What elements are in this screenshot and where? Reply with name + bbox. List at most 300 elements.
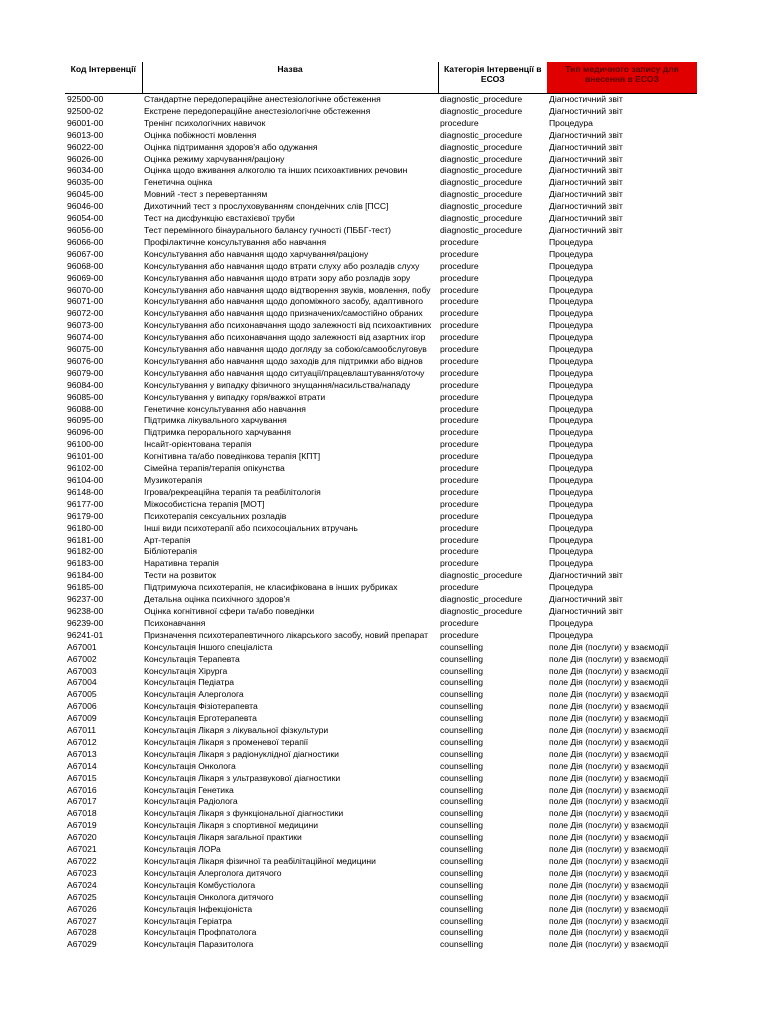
cell-record-type: Процедура bbox=[549, 260, 593, 271]
cell-name: Сімейна терапія/терапія опікунства bbox=[144, 463, 285, 474]
cell-record-type: Процедура bbox=[549, 117, 593, 128]
cell-record-type: Діагностичний звіт bbox=[549, 141, 623, 152]
table-row bbox=[65, 285, 697, 297]
header-record-type-label: Тип медичного запису для внесення в ЕСОЗ bbox=[565, 64, 679, 84]
cell-record-type: Процедура bbox=[549, 296, 593, 307]
cell-record-type: поле Дія (послуги) у взаємодії bbox=[549, 796, 669, 807]
cell-category: diagnostic_procedure bbox=[440, 141, 523, 152]
cell-record-type: поле Дія (послуги) у взаємодії bbox=[549, 665, 669, 676]
cell-category: counselling bbox=[440, 891, 483, 902]
cell-code: 96182-00 bbox=[67, 546, 104, 557]
cell-code: 96013-00 bbox=[67, 129, 104, 140]
cell-record-type: Процедура bbox=[549, 463, 593, 474]
table-row bbox=[65, 392, 697, 404]
cell-name: Бібліотерапія bbox=[144, 546, 197, 557]
table-row bbox=[65, 261, 697, 273]
cell-record-type: Процедура bbox=[549, 284, 593, 295]
cell-record-type: Процедура bbox=[549, 308, 593, 319]
cell-record-type: Діагностичний звіт bbox=[549, 224, 623, 235]
table-row bbox=[65, 344, 697, 356]
header-name-label: Назва bbox=[277, 64, 303, 74]
cell-category: diagnostic_procedure bbox=[440, 605, 523, 616]
cell-name: Психонавчання bbox=[144, 617, 206, 628]
cell-code: A67018 bbox=[67, 808, 97, 819]
cell-record-type: Діагностичний звіт bbox=[549, 605, 623, 616]
cell-code: A67022 bbox=[67, 856, 97, 866]
cell-category: counselling bbox=[440, 748, 483, 759]
cell-record-type: Процедура bbox=[549, 617, 593, 628]
cell-category: procedure bbox=[440, 534, 479, 545]
cell-category: counselling bbox=[440, 713, 483, 724]
cell-code: 96075-00 bbox=[67, 344, 104, 355]
cell-name: Інші види психотерапії або психосоціальних втручань bbox=[144, 522, 358, 533]
cell-code: 96056-00 bbox=[67, 224, 104, 235]
cell-name: Генетичне консультування або навчання bbox=[144, 403, 306, 414]
cell-code: A67029 bbox=[67, 939, 97, 950]
cell-code: 96237-00 bbox=[67, 594, 104, 605]
cell-code: 96071-00 bbox=[67, 296, 104, 307]
cell-code: A67009 bbox=[67, 713, 97, 724]
cell-record-type: поле Дія (послуги) у взаємодії bbox=[549, 736, 669, 747]
table-row bbox=[65, 856, 697, 868]
cell-record-type: поле Дія (послуги) у взаємодії bbox=[549, 689, 669, 700]
cell-category: procedure bbox=[440, 475, 479, 485]
cell-record-type: Процедура bbox=[549, 272, 593, 283]
cell-category: procedure bbox=[440, 498, 479, 509]
cell-code: A67005 bbox=[67, 689, 97, 700]
cell-code: 96180-00 bbox=[67, 522, 104, 533]
table-row bbox=[65, 94, 697, 106]
table-row bbox=[65, 618, 697, 630]
cell-category: counselling bbox=[440, 832, 483, 843]
cell-record-type: Процедура bbox=[549, 248, 593, 259]
table-row bbox=[65, 594, 697, 606]
cell-name: Музикотерапія bbox=[144, 475, 203, 485]
cell-code: A67014 bbox=[67, 760, 97, 771]
cell-record-type: поле Дія (послуги) у взаємодії bbox=[549, 748, 669, 759]
cell-code: A67021 bbox=[67, 844, 97, 855]
cell-name: Призначення психотерапевтичного лікарського засобу, новий препарат bbox=[144, 629, 429, 640]
cell-category: counselling bbox=[440, 844, 483, 855]
cell-record-type: Процедура bbox=[549, 582, 593, 593]
cell-name: Когнітивна та/або поведінкова терапія [КПТ] bbox=[144, 451, 321, 462]
table-row bbox=[65, 582, 697, 594]
cell-category: procedure bbox=[440, 355, 479, 366]
cell-record-type: Процедура bbox=[549, 534, 593, 545]
cell-code: A67020 bbox=[67, 832, 97, 843]
cell-category: procedure bbox=[440, 510, 479, 521]
cell-category: diagnostic_procedure bbox=[440, 201, 523, 212]
cell-record-type: поле Дія (послуги) у взаємодії bbox=[549, 701, 669, 712]
interventions-table bbox=[65, 62, 697, 951]
cell-code: A67003 bbox=[67, 665, 97, 676]
table-row bbox=[65, 177, 697, 189]
cell-name: Підтримка лікувального харчування bbox=[144, 415, 287, 426]
table-row bbox=[65, 535, 697, 547]
cell-category: counselling bbox=[440, 939, 483, 950]
table-row bbox=[65, 927, 697, 939]
cell-code: 96239-00 bbox=[67, 617, 104, 628]
cell-code: A67023 bbox=[67, 867, 97, 878]
cell-code: 96054-00 bbox=[67, 213, 104, 224]
cell-record-type: поле Дія (послуги) у взаємодії bbox=[549, 760, 669, 771]
table-row bbox=[65, 713, 697, 725]
cell-record-type: Процедура bbox=[549, 522, 593, 533]
cell-name: Тести на розвиток bbox=[144, 570, 217, 581]
cell-name: Консультування у випадку горя/важкої втрати bbox=[144, 391, 326, 402]
cell-record-type: Діагностичний звіт bbox=[549, 177, 623, 188]
cell-category: diagnostic_procedure bbox=[440, 165, 523, 176]
cell-name: Консультація Онколога bbox=[144, 760, 236, 771]
cell-record-type: Процедура bbox=[549, 498, 593, 509]
header-name bbox=[142, 62, 438, 94]
cell-record-type: поле Дія (послуги) у взаємодії bbox=[549, 915, 669, 926]
cell-name: Консультація Педіатра bbox=[144, 677, 235, 688]
table-row bbox=[65, 523, 697, 535]
cell-name: Детальна оцінка психічного здоров'я bbox=[144, 594, 290, 605]
cell-name: Генетична оцінка bbox=[144, 177, 213, 188]
cell-category: diagnostic_procedure bbox=[440, 177, 523, 188]
cell-category: procedure bbox=[440, 296, 479, 307]
cell-category: procedure bbox=[440, 403, 479, 414]
cell-code: 96104-00 bbox=[67, 475, 104, 485]
table-row bbox=[65, 189, 697, 201]
cell-record-type: Процедура bbox=[549, 391, 593, 402]
cell-category: counselling bbox=[440, 689, 483, 700]
table-row bbox=[65, 785, 697, 797]
cell-code: 96095-00 bbox=[67, 415, 104, 426]
cell-category: counselling bbox=[440, 784, 483, 795]
cell-code: 96045-00 bbox=[67, 189, 104, 200]
cell-record-type: поле Дія (послуги) у взаємодії bbox=[549, 713, 669, 724]
cell-record-type: Діагностичний звіт bbox=[549, 105, 623, 116]
cell-category: procedure bbox=[440, 248, 479, 259]
cell-record-type: поле Дія (послуги) у взаємодії bbox=[549, 784, 669, 795]
cell-name: Консультація Профпатолога bbox=[144, 927, 257, 938]
cell-name: Дихотичний тест з прослуховуванням спондеічних слів [ПСС] bbox=[144, 201, 389, 212]
cell-code: 96184-00 bbox=[67, 570, 104, 581]
cell-record-type: Процедура bbox=[549, 558, 593, 569]
cell-code: 96177-00 bbox=[67, 498, 104, 509]
table-row bbox=[65, 118, 697, 130]
cell-name: Міжособистісна терапія [МОТ] bbox=[144, 498, 265, 509]
cell-name: Профілактичне консультування або навчання bbox=[144, 236, 327, 247]
cell-code: A67024 bbox=[67, 879, 97, 890]
cell-name: Наративна терапія bbox=[144, 558, 219, 569]
table-row bbox=[65, 868, 697, 880]
cell-record-type: поле Дія (послуги) у взаємодії bbox=[549, 653, 669, 664]
table-row bbox=[65, 213, 697, 225]
cell-category: diagnostic_procedure bbox=[440, 213, 523, 224]
cell-category: procedure bbox=[440, 629, 479, 640]
cell-name: Екстрене передопераційне анестезіологічне обстеження bbox=[144, 105, 371, 116]
cell-code: 96100-00 bbox=[67, 439, 104, 450]
cell-name: Оцінка побіжності мовлення bbox=[144, 129, 257, 140]
cell-record-type: поле Дія (послуги) у взаємодії bbox=[549, 844, 669, 855]
cell-category: procedure bbox=[440, 391, 479, 402]
table-row bbox=[65, 701, 697, 713]
cell-category: procedure bbox=[440, 320, 479, 331]
cell-name: Консультація Фізіотерапевта bbox=[144, 701, 258, 712]
cell-name: Оцінка підтримання здоров'я або одужання bbox=[144, 141, 318, 152]
cell-code: A67012 bbox=[67, 736, 97, 747]
cell-code: A67011 bbox=[67, 725, 96, 736]
table-row bbox=[65, 737, 697, 749]
cell-record-type: поле Дія (послуги) у взаємодії bbox=[549, 772, 669, 783]
cell-record-type: Процедура bbox=[549, 403, 593, 414]
cell-record-type: поле Дія (послуги) у взаємодії bbox=[549, 808, 669, 819]
cell-record-type: Діагностичний звіт bbox=[549, 129, 623, 140]
cell-category: procedure bbox=[440, 308, 479, 319]
table-row bbox=[65, 606, 697, 618]
cell-code: A67013 bbox=[67, 748, 97, 759]
cell-record-type: поле Дія (послуги) у взаємодії bbox=[549, 856, 669, 866]
table-row bbox=[65, 832, 697, 844]
cell-name: Консультація Онколога дитячого bbox=[144, 891, 274, 902]
cell-name: Тест перемінного бінаурального балансу гучності (ПББГ-тест) bbox=[144, 224, 392, 235]
cell-record-type: Діагностичний звіт bbox=[549, 189, 623, 200]
table-row bbox=[65, 296, 697, 308]
table-row bbox=[65, 773, 697, 785]
table-row bbox=[65, 273, 697, 285]
table-body bbox=[65, 94, 697, 952]
cell-name: Психотерапія сексуальних розладів bbox=[144, 510, 287, 521]
cell-record-type: Процедура bbox=[549, 451, 593, 462]
cell-category: procedure bbox=[440, 486, 479, 497]
table-row bbox=[65, 844, 697, 856]
cell-record-type: Діагностичний звіт bbox=[549, 570, 623, 581]
cell-name: Консультація Інфекціоніста bbox=[144, 903, 253, 914]
table-row bbox=[65, 796, 697, 808]
cell-category: counselling bbox=[440, 653, 483, 664]
table-row bbox=[65, 439, 697, 451]
cell-category: counselling bbox=[440, 903, 483, 914]
cell-code: A67017 bbox=[67, 796, 97, 807]
cell-code: 96068-00 bbox=[67, 260, 104, 271]
cell-code: 96066-00 bbox=[67, 236, 104, 247]
cell-record-type: поле Дія (послуги) у взаємодії bbox=[549, 820, 669, 831]
cell-code: 96101-00 bbox=[67, 451, 104, 462]
cell-record-type: Діагностичний звіт bbox=[549, 165, 623, 176]
header-category bbox=[438, 62, 547, 94]
cell-code: 96046-00 bbox=[67, 201, 104, 212]
cell-code: 96241-01 bbox=[67, 629, 104, 640]
table-row bbox=[65, 427, 697, 439]
cell-record-type: поле Дія (послуги) у взаємодії bbox=[549, 927, 669, 938]
cell-code: A67006 bbox=[67, 701, 97, 712]
cell-record-type: Процедура bbox=[549, 415, 593, 426]
cell-code: 96096-00 bbox=[67, 427, 104, 438]
cell-name: Консультування або навчання щодо ситуації/працевлаштування/оточу bbox=[144, 367, 425, 378]
table-row bbox=[65, 332, 697, 344]
cell-category: counselling bbox=[440, 915, 483, 926]
cell-name: Консультація ЛОРа bbox=[144, 844, 221, 855]
table-row bbox=[65, 654, 697, 666]
cell-category: counselling bbox=[440, 641, 483, 652]
cell-record-type: Процедура bbox=[549, 320, 593, 331]
cell-category: counselling bbox=[440, 772, 483, 783]
cell-record-type: поле Дія (послуги) у взаємодії bbox=[549, 677, 669, 688]
cell-record-type: Процедура bbox=[549, 236, 593, 247]
cell-category: procedure bbox=[440, 463, 479, 474]
cell-record-type: Діагностичний звіт bbox=[549, 153, 623, 164]
table-row bbox=[65, 249, 697, 261]
cell-name: Тест на дисфункцію євстахієвої труби bbox=[144, 213, 295, 224]
table-row bbox=[65, 761, 697, 773]
cell-code: 96026-00 bbox=[67, 153, 104, 164]
table-row bbox=[65, 165, 697, 177]
cell-category: procedure bbox=[440, 260, 479, 271]
cell-category: procedure bbox=[440, 284, 479, 295]
cell-name: Ігрова/рекреаційна терапія та реабілітологія bbox=[144, 486, 321, 497]
cell-name: Консультація Іншого спеціаліста bbox=[144, 641, 273, 652]
cell-code: A67025 bbox=[67, 891, 97, 902]
cell-category: diagnostic_procedure bbox=[440, 94, 523, 104]
table-row bbox=[65, 546, 697, 558]
cell-code: 96074-00 bbox=[67, 332, 104, 343]
table-row bbox=[65, 451, 697, 463]
table-row bbox=[65, 320, 697, 332]
table-row bbox=[65, 570, 697, 582]
cell-category: counselling bbox=[440, 701, 483, 712]
table-row bbox=[65, 487, 697, 499]
cell-code: 96073-00 bbox=[67, 320, 104, 331]
cell-category: counselling bbox=[440, 796, 483, 807]
cell-name: Консультація Хірурга bbox=[144, 665, 228, 676]
table-row bbox=[65, 308, 697, 320]
cell-name: Оцінка щодо вживання алкоголю та інших психоактивних речовин bbox=[144, 165, 408, 176]
table-row bbox=[65, 749, 697, 761]
cell-category: procedure bbox=[440, 546, 479, 557]
cell-name: Консультація Лікаря з спортивної медицини bbox=[144, 820, 319, 831]
cell-category: diagnostic_procedure bbox=[440, 189, 523, 200]
cell-name: Арт-терапія bbox=[144, 534, 191, 545]
cell-record-type: поле Дія (послуги) у взаємодії bbox=[549, 939, 669, 950]
cell-code: A67019 bbox=[67, 820, 97, 831]
header-category-label: Категорія Інтервенції в ЕСОЗ bbox=[443, 64, 542, 84]
cell-record-type: Процедура bbox=[549, 510, 593, 521]
cell-code: 96067-00 bbox=[67, 248, 104, 259]
cell-code: 96001-00 bbox=[67, 117, 104, 128]
cell-name: Консультація Лікаря фізичної та реабілітаційної медицини bbox=[144, 856, 376, 866]
cell-code: 96034-00 bbox=[67, 165, 104, 176]
cell-record-type: поле Дія (послуги) у взаємодії bbox=[549, 867, 669, 878]
table-row bbox=[65, 499, 697, 511]
cell-record-type: Процедура bbox=[549, 332, 593, 343]
cell-category: diagnostic_procedure bbox=[440, 594, 523, 605]
cell-code: 96185-00 bbox=[67, 582, 104, 593]
header-record-type bbox=[547, 62, 697, 94]
cell-record-type: Процедура bbox=[549, 367, 593, 378]
cell-category: counselling bbox=[440, 665, 483, 676]
cell-code: 92500-02 bbox=[67, 105, 104, 116]
cell-name: Консультація Радіолога bbox=[144, 796, 238, 807]
table-row bbox=[65, 808, 697, 820]
table-row bbox=[65, 463, 697, 475]
cell-name: Консультація Лікаря з радіонуклідної діагностики bbox=[144, 748, 339, 759]
cell-code: 96084-00 bbox=[67, 379, 104, 390]
header-row bbox=[65, 62, 697, 94]
table-row bbox=[65, 904, 697, 916]
table-row bbox=[65, 689, 697, 701]
cell-code: 96238-00 bbox=[67, 605, 104, 616]
table-row bbox=[65, 237, 697, 249]
cell-record-type: поле Дія (послуги) у взаємодії bbox=[549, 891, 669, 902]
cell-category: counselling bbox=[440, 725, 483, 736]
cell-record-type: Діагностичний звіт bbox=[549, 201, 623, 212]
cell-name: Оцінка когнітивної сфери та/або поведінки bbox=[144, 605, 315, 616]
cell-code: 96070-00 bbox=[67, 284, 104, 295]
cell-name: Консультація Лікаря з лікувальної фізкультури bbox=[144, 725, 329, 736]
cell-category: procedure bbox=[440, 367, 479, 378]
cell-code: 96035-00 bbox=[67, 177, 104, 188]
cell-name: Консультування або навчання щодо догляду за собою/самообслуговув bbox=[144, 344, 427, 355]
cell-category: counselling bbox=[440, 820, 483, 831]
cell-category: procedure bbox=[440, 117, 479, 128]
cell-code: 96181-00 bbox=[67, 534, 104, 545]
cell-name: Консультування або навчання щодо призначених/самостійно обраних bbox=[144, 308, 423, 319]
cell-code: 96148-00 bbox=[67, 486, 104, 497]
cell-name: Консультація Ерготерапевта bbox=[144, 713, 257, 724]
cell-category: procedure bbox=[440, 344, 479, 355]
cell-name: Консультування або навчання щодо заходів для підтримки або віднов bbox=[144, 355, 423, 366]
cell-record-type: Процедура bbox=[549, 427, 593, 438]
cell-record-type: Процедура bbox=[549, 355, 593, 366]
cell-code: 96088-00 bbox=[67, 403, 104, 414]
table-row bbox=[65, 356, 697, 368]
table-row bbox=[65, 130, 697, 142]
table-row bbox=[65, 404, 697, 416]
cell-name: Оцінка режиму харчування/рацiону bbox=[144, 153, 285, 164]
cell-category: counselling bbox=[440, 677, 483, 688]
cell-name: Консультування або навчання щодо втрати зору або розладів зору bbox=[144, 272, 411, 283]
cell-name: Мовний -тест з перевертанням bbox=[144, 189, 268, 200]
cell-code: A67001 bbox=[67, 641, 97, 652]
table-row bbox=[65, 666, 697, 678]
cell-code: A67004 bbox=[67, 677, 97, 688]
cell-name: Консультація Лікаря з променевої терапії bbox=[144, 736, 309, 747]
cell-category: procedure bbox=[440, 272, 479, 283]
cell-category: diagnostic_procedure bbox=[440, 129, 523, 140]
cell-record-type: Процедура bbox=[549, 379, 593, 390]
cell-category: procedure bbox=[440, 236, 479, 247]
cell-record-type: Процедура bbox=[549, 486, 593, 497]
cell-category: counselling bbox=[440, 867, 483, 878]
table-row bbox=[65, 415, 697, 427]
cell-name: Консультація Алерголога bbox=[144, 689, 244, 700]
cell-name: Консультація Алерголога дитячого bbox=[144, 867, 282, 878]
table-row bbox=[65, 225, 697, 237]
cell-code: 96022-00 bbox=[67, 141, 104, 152]
cell-category: procedure bbox=[440, 439, 479, 450]
cell-code: A67002 bbox=[67, 653, 97, 664]
table-row bbox=[65, 630, 697, 642]
cell-category: diagnostic_procedure bbox=[440, 570, 523, 581]
cell-category: counselling bbox=[440, 879, 483, 890]
cell-name: Консультування або психонавчання щодо залежності від азартних ігор bbox=[144, 332, 426, 343]
cell-name: Консультація Комбустіолога bbox=[144, 879, 256, 890]
cell-name: Консультація Лікаря з ультразвукової діагностики bbox=[144, 772, 341, 783]
cell-code: 96076-00 bbox=[67, 355, 104, 366]
cell-category: procedure bbox=[440, 582, 479, 593]
table-row bbox=[65, 820, 697, 832]
table-row bbox=[65, 511, 697, 523]
cell-code: A67027 bbox=[67, 915, 97, 926]
cell-code: A67028 bbox=[67, 927, 97, 938]
table-row bbox=[65, 892, 697, 904]
cell-name: Консультування у випадку фізичного знущання/насильства/нападу bbox=[144, 379, 411, 390]
cell-name: Консультація Паразитолога bbox=[144, 939, 254, 950]
